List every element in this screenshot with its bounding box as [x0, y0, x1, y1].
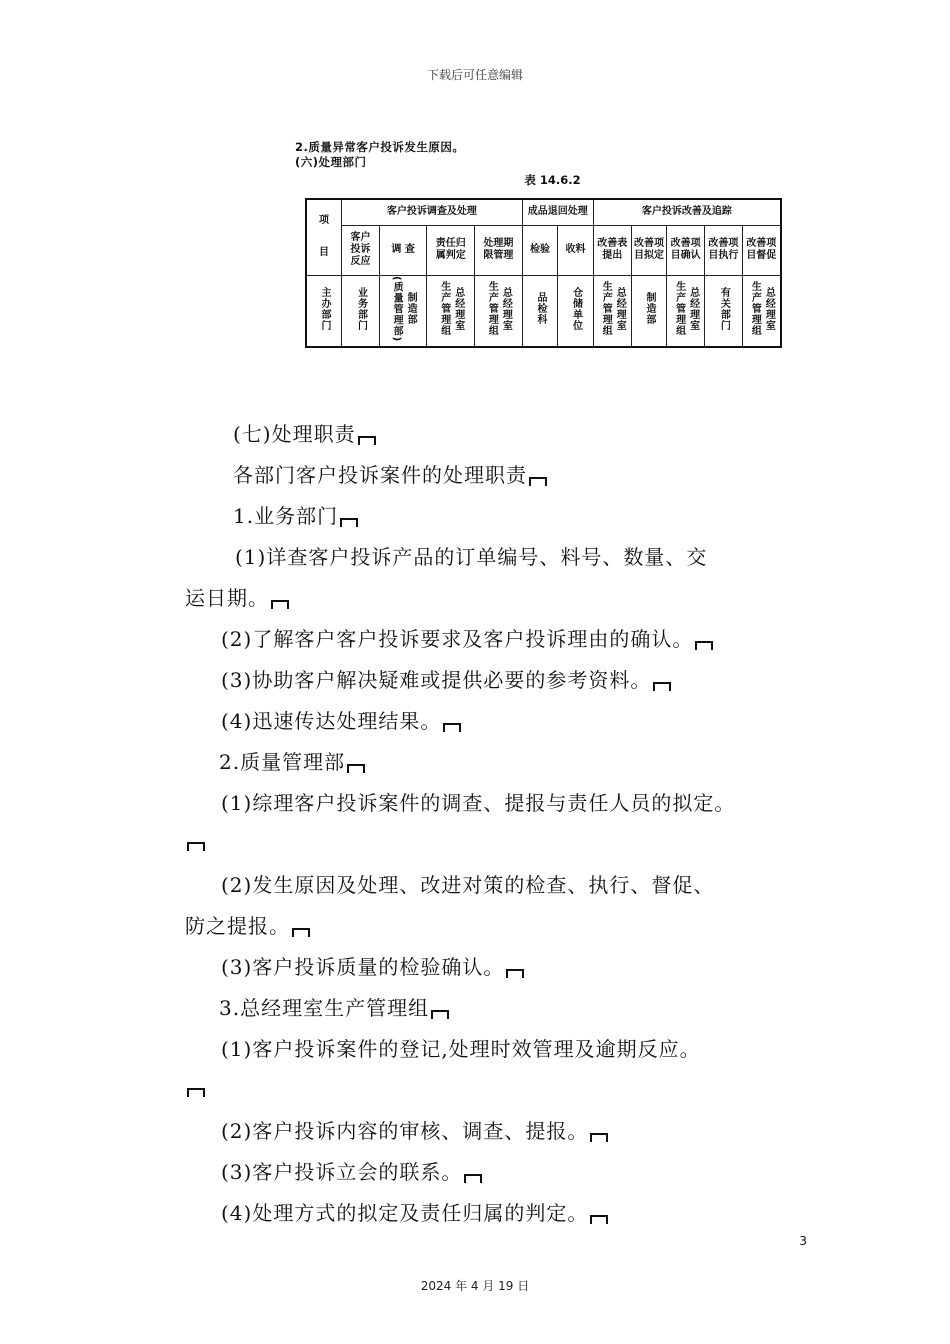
line-text: (七)处理职责: [233, 422, 356, 446]
line-text: 2.质量管理部: [219, 750, 346, 774]
paragraph-mark-icon: [271, 600, 289, 609]
cell-text: 仓储单位: [570, 286, 582, 331]
paragraph-mark-icon: [529, 477, 547, 486]
sub-header: 改善表提出: [593, 225, 631, 275]
table-cell: [475, 275, 523, 347]
line-text: (2)发生原因及处理、改进对策的检查、执行、督促、: [221, 873, 715, 897]
row-label: [306, 275, 342, 347]
paragraph: [221, 1156, 482, 1185]
paragraph-mark-icon: [464, 1174, 482, 1183]
paragraph-mark-icon: [292, 928, 310, 937]
cell-text: 生产管理组: [486, 281, 498, 337]
table-cell: [342, 275, 380, 347]
paragraph: [221, 787, 735, 816]
subsection-title: [219, 746, 365, 775]
paragraph-mark-icon: [590, 1215, 608, 1224]
sub-header: 改善项目拟定: [631, 225, 667, 275]
line-text: 3.总经理室生产管理组: [219, 996, 430, 1020]
paragraph: [221, 1115, 608, 1144]
page-footer-date: 2024 年 4 月 19 日: [420, 1279, 530, 1293]
page-header: 下载后可任意编辑: [426, 68, 523, 82]
scanned-table-image: [295, 140, 790, 342]
table-cell: [667, 275, 705, 347]
paragraph-mark-icon: [695, 641, 713, 650]
sub-header: 检验: [522, 225, 558, 275]
cell-text: 品检科: [534, 292, 546, 326]
paragraph-mark-icon: [347, 764, 365, 773]
paragraph: [185, 910, 310, 939]
cell-text: (质量管理部): [391, 275, 403, 342]
paragraph: [221, 664, 671, 693]
sub-header: 调 查: [379, 225, 427, 275]
paragraph: [221, 951, 524, 980]
table-cell: [558, 275, 594, 347]
cell-text: 总经理室: [500, 286, 512, 331]
page-number: 3: [799, 1234, 807, 1248]
line-text: (4)处理方式的拟定及责任归属的判定。: [221, 1201, 589, 1225]
paragraph-mark-icon: [431, 1010, 449, 1019]
cell-text: 生产管理组: [438, 281, 450, 337]
cell-text: 总经理室: [452, 286, 464, 331]
scan-heading-1: 2.质量异常客户投诉发生原因。: [295, 140, 465, 154]
cell-text: 生产管理组: [749, 281, 761, 337]
line-text: 各部门客户投诉案件的处理职责: [233, 463, 527, 487]
paragraph: [221, 705, 461, 734]
line-text: (4)迅速传达处理结果。: [221, 709, 442, 733]
paragraph-mark-icon: [653, 682, 671, 691]
section-title: [233, 418, 376, 447]
line-text: 1.业务部门: [233, 504, 339, 528]
table-cell: [593, 275, 631, 347]
paragraph: [221, 1033, 701, 1062]
sub-header: 收料: [558, 225, 594, 275]
table-cell: [742, 275, 781, 347]
sub-header: 改善项目执行: [705, 225, 743, 275]
paragraph-mark-icon: [590, 1133, 608, 1142]
paragraph: [185, 828, 205, 852]
item-header-bottom: 目: [319, 247, 330, 259]
cell-text: 业务部门: [355, 286, 367, 331]
group-improvement: 客户投诉改善及追踪: [593, 199, 781, 225]
table-cell: [522, 275, 558, 347]
line-text: (3)协助客户解决疑难或提供必要的参考资料。: [221, 668, 652, 692]
paragraph-mark-icon: [187, 842, 205, 851]
cell-text: 总经理室: [763, 286, 775, 331]
paragraph: [185, 582, 289, 611]
line-text: 运日期。: [185, 586, 269, 610]
table-caption: 表 14.6.2: [524, 173, 581, 187]
table-cell: [631, 275, 667, 347]
cell-text: 制造部: [405, 292, 417, 326]
sub-header: 改善项目确认: [667, 225, 705, 275]
subsection-title: [219, 992, 449, 1021]
paragraph-mark-icon: [187, 1088, 205, 1097]
paragraph: [221, 623, 713, 652]
paragraph-mark-icon: [358, 436, 376, 445]
cell-text: 总经理室: [614, 286, 626, 331]
row-label-text: 主办部门: [319, 286, 331, 331]
paragraph: [235, 541, 707, 570]
sub-header: 责任归属判定: [427, 225, 475, 275]
paragraph: [185, 1074, 205, 1098]
line-text: (1)综理客户投诉案件的调查、提报与责任人员的拟定。: [221, 791, 736, 815]
table-cell: [379, 275, 427, 347]
cell-text: 制造部: [643, 292, 655, 326]
scan-heading-2: (六)处理部门: [295, 155, 367, 169]
paragraph: [221, 1197, 608, 1226]
item-header: [306, 199, 342, 275]
line-text: (2)客户投诉内容的审核、调查、提报。: [221, 1119, 589, 1143]
sub-header: 客户投诉反应: [342, 225, 380, 275]
group-return: 成品退回处理: [522, 199, 593, 225]
cell-text: 总经理室: [687, 286, 699, 331]
paragraph-mark-icon: [506, 969, 524, 978]
item-header-top: 项: [319, 215, 330, 227]
line-text: (1)客户投诉案件的登记,处理时效管理及逾期反应。: [221, 1037, 701, 1061]
cell-text: 生产管理组: [673, 281, 685, 337]
paragraph-mark-icon: [443, 723, 461, 732]
line-text: (1)详查客户投诉产品的订单编号、料号、数量、交: [235, 545, 708, 569]
paragraph-mark-icon: [340, 518, 358, 527]
line-text: (2)了解客户客户投诉要求及客户投诉理由的确认。: [221, 627, 694, 651]
paragraph: [233, 459, 547, 488]
table-cell: [427, 275, 475, 347]
group-investigation: 客户投诉调查及处理: [342, 199, 523, 225]
subsection-title: [233, 500, 358, 529]
sub-header: 处理期限管理: [475, 225, 523, 275]
table-cell: [705, 275, 743, 347]
line-text: (3)客户投诉质量的检验确认。: [221, 955, 505, 979]
sub-header: 改善项目督促: [742, 225, 781, 275]
cell-text: 生产管理组: [600, 281, 612, 337]
paragraph: [221, 869, 714, 898]
department-table: [305, 198, 782, 348]
line-text: 防之提报。: [185, 914, 290, 938]
line-text: (3)客户投诉立会的联系。: [221, 1160, 463, 1184]
cell-text: 有关部门: [718, 286, 730, 331]
